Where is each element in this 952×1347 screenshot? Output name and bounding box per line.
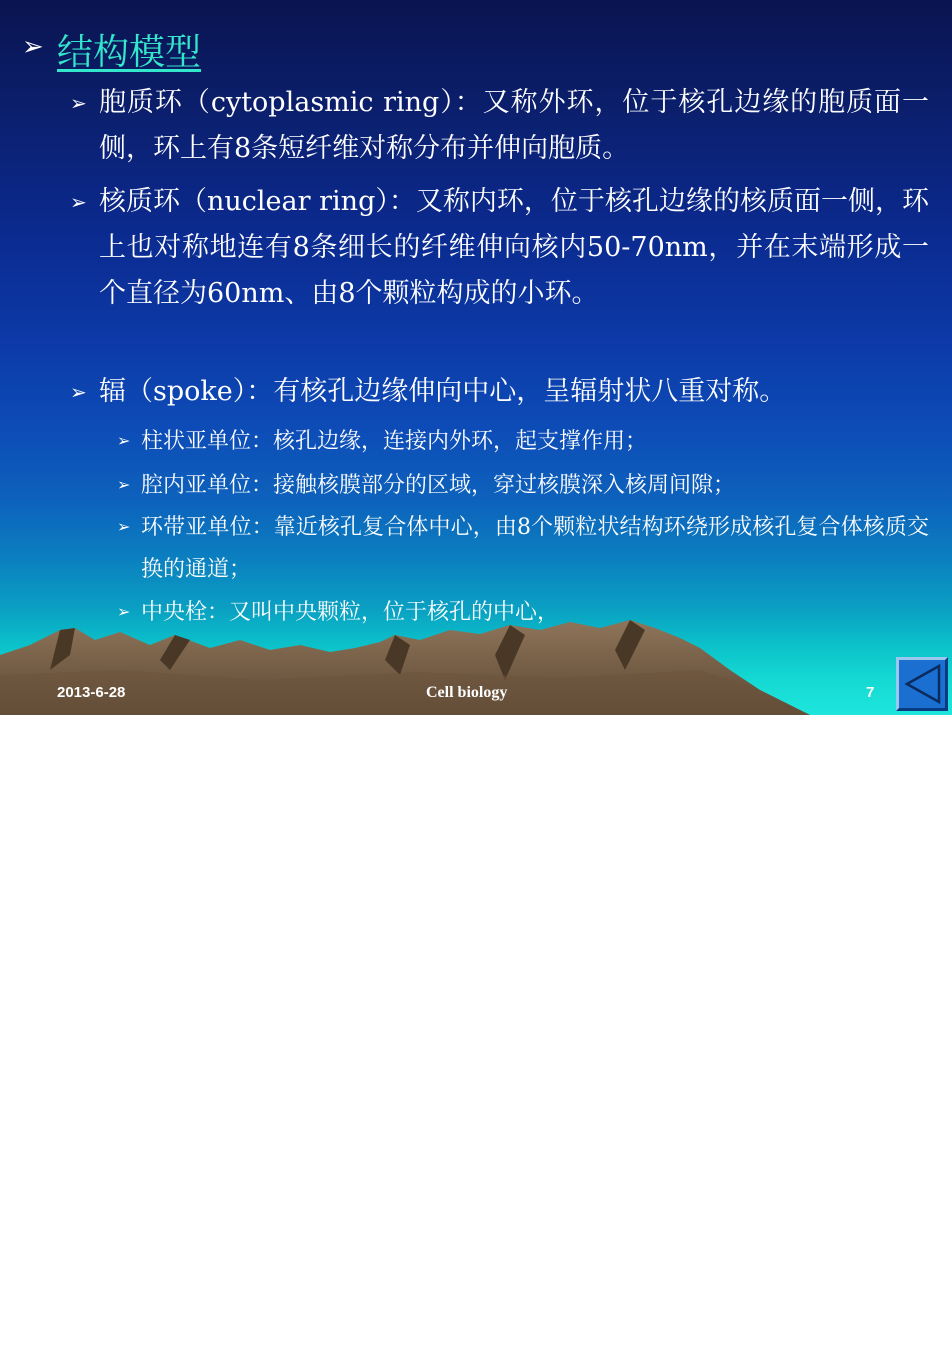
bullet-arrow-icon: ➢ <box>70 380 87 404</box>
bullet-arrow-icon: ➢ <box>117 431 131 450</box>
bullet-arrow-icon: ➢ <box>117 475 131 494</box>
subbullet-lumenal-subunit: 腔内亚单位：接触核膜部分的区域，穿过核膜深入核周间隙； <box>141 473 736 498</box>
slide-content <box>0 0 952 650</box>
footer-course: Cell biology <box>426 684 508 701</box>
back-triangle-icon <box>899 660 945 708</box>
back-button[interactable] <box>896 657 948 711</box>
footer-date: 2013-6-28 <box>57 684 126 701</box>
bullet-arrow-icon: ➢ <box>22 32 44 62</box>
bullet-arrow-icon: ➢ <box>117 517 131 536</box>
bullet-nuclear-ring: 核质环（nuclear ring）：又称内环，位于核孔边缘的核质面一侧，环上也对称地连有8条细长的纤维伸向核内50-70nm，并在末端形成一个直径为60nm、由8个颗粒构成的小环。 <box>99 186 929 309</box>
bullet-spoke: 辐（spoke）：有核孔边缘伸向中心，呈辐射状八重对称。 <box>99 376 787 407</box>
bullet-arrow-icon: ➢ <box>70 190 87 214</box>
subbullet-central-plug: 中央栓：又叫中央颗粒，位于核孔的中心， <box>141 600 560 625</box>
footer-page-number: 7 <box>866 684 875 701</box>
subbullet-annular-subunit: 环带亚单位：靠近核孔复合体中心，由8个颗粒状结构环绕形成核孔复合体核质交换的通道； <box>141 515 929 582</box>
subbullet-column-subunit: 柱状亚单位：核孔边缘，连接内外环，起支撑作用； <box>141 429 648 454</box>
bullet-arrow-icon: ➢ <box>117 602 131 621</box>
slide-title[interactable]: 结构模型 <box>57 32 202 73</box>
bullet-arrow-icon: ➢ <box>70 91 87 115</box>
bullet-cytoplasmic-ring: 胞质环（cytoplasmic ring）：又称外环，位于核孔边缘的胞质面一侧，环上有8条短纤维对称分布并伸向胞质。 <box>99 87 929 164</box>
